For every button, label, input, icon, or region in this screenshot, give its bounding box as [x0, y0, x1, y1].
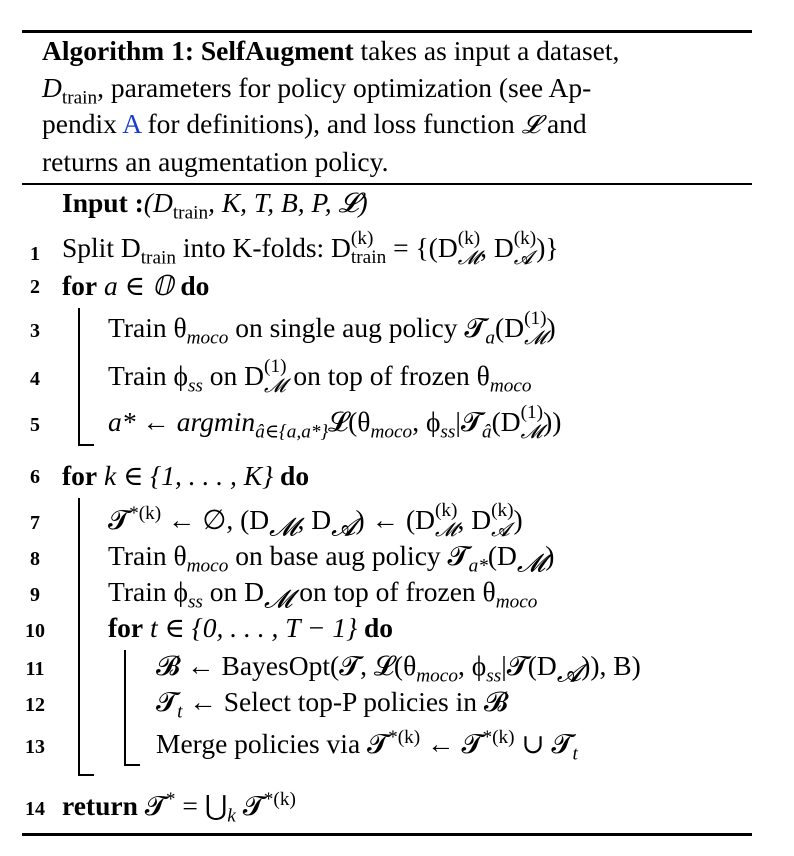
code-subscript: train [140, 247, 176, 269]
block-bar-end [124, 764, 140, 766]
code-text: )} [536, 232, 559, 263]
code-text: (D [487, 540, 517, 571]
code-text: on base aug policy 𝓣 [228, 540, 469, 571]
do-keyword: do [363, 612, 394, 643]
stack-sup: (k) [457, 228, 481, 250]
block-bar [124, 650, 126, 766]
return-keyword: return [62, 790, 138, 821]
code-subscript: ss [187, 591, 203, 613]
algorithm-label: Algorithm 1: [42, 35, 194, 66]
code-text: on single aug policy 𝓣 [228, 312, 486, 343]
stack-sub: 𝓐 [513, 245, 533, 269]
code-superscript: *(k) [482, 726, 515, 748]
input-args-rest: , K, T, B, P, 𝓛) [208, 187, 368, 218]
code-text: 𝓣 [235, 790, 264, 821]
dataset-subscript: train [61, 87, 98, 108]
code-text: |𝓣(D [501, 650, 557, 681]
code-text: 𝓣 [156, 686, 178, 717]
code-subscript: 𝓜 [516, 548, 546, 578]
stack-sub: train [350, 246, 387, 268]
code-text: = ⋃ [175, 790, 228, 821]
code-subscript: t [177, 701, 183, 723]
caption-text: returns an augmentation policy. [42, 145, 389, 177]
caption-text: for definitions), and loss function [140, 108, 522, 139]
code-text: on D [202, 360, 265, 391]
code-subscript: 𝓜 [264, 584, 293, 614]
block-bar-end [78, 444, 94, 446]
code-text: 𝓣 [137, 790, 166, 821]
line-number: 3 [30, 320, 40, 342]
code-text: |𝓣 [455, 406, 482, 437]
superscript-subscript-stack [524, 310, 546, 347]
caption-text: takes as input a dataset, [353, 35, 620, 66]
do-keyword: do [280, 460, 310, 491]
line-number: 14 [25, 798, 45, 820]
caption-text: , parameters for policy optimization (see Ap- [97, 71, 592, 103]
line-number: 2 [30, 276, 40, 298]
appendix-link[interactable]: A [122, 108, 141, 139]
code-text: t ∈ {0, . . . , T − 1} [143, 612, 364, 643]
code-subscript: a* [468, 555, 488, 577]
line-number: 5 [30, 414, 40, 436]
code-text: ) ← (D [355, 504, 435, 535]
code-superscript: *(k) [129, 502, 162, 524]
code-text: (D [491, 406, 521, 437]
block-bar-end [78, 774, 94, 776]
code-text: , D [457, 504, 492, 535]
code-text: 𝓑 ← BayesOpt(𝓣, 𝓛(θ [156, 650, 417, 681]
stack-sup: (1) [524, 308, 547, 330]
code-subscript: moco [186, 555, 229, 577]
code-text: on top of frozen θ [292, 576, 496, 607]
superscript-subscript-stack [514, 230, 536, 267]
stack-sub: 𝓜 [524, 325, 546, 349]
caption-rule [22, 183, 752, 185]
line-number: 7 [30, 512, 40, 534]
for-keyword: for [62, 270, 98, 301]
code-text: = {(D [386, 232, 458, 263]
algorithm-caption [42, 33, 742, 180]
code-text: )), B) [581, 650, 641, 681]
stack-sup: (k) [491, 500, 514, 522]
for-keyword: for [108, 612, 144, 643]
code-text: a ∈ 𝕆 [97, 270, 181, 301]
code-text: Train ϕ [108, 360, 188, 391]
superscript-subscript-stack [264, 358, 286, 395]
code-subscript: moco [489, 375, 532, 397]
code-text: (D [495, 312, 525, 343]
code-text: , D [297, 504, 332, 535]
stack-sub: 𝓜 [264, 373, 286, 397]
loss-symbol: 𝓛 [521, 110, 541, 139]
code-text: on top of frozen θ [286, 360, 490, 391]
code-superscript: *(k) [263, 788, 296, 810]
bottom-rule [22, 833, 752, 836]
code-subscript: 𝓐 [556, 658, 582, 688]
line-number: 9 [30, 584, 40, 606]
code-superscript: *(k) [388, 726, 421, 748]
code-text: , ϕ [457, 650, 487, 681]
code-text: , D [480, 232, 514, 263]
code-text: Split D [62, 232, 141, 263]
code-text: ) [513, 504, 523, 535]
code-subscript: moco [370, 421, 413, 443]
code-text: ← 𝓣 [420, 728, 483, 759]
code-text: Train θ [108, 540, 187, 571]
code-text: k ∈ {1, . . . , K} [97, 460, 281, 491]
input-keyword: Input : [62, 187, 144, 218]
code-subscript: moco [186, 327, 229, 349]
superscript-subscript-stack [491, 502, 513, 539]
stack-sub: 𝓐 [491, 517, 510, 541]
superscript-subscript-stack [458, 230, 480, 267]
code-subscript: 𝓜 [269, 512, 298, 542]
code-subscript: k [227, 805, 236, 827]
caption-text: and [540, 108, 587, 139]
code-text: Train θ [108, 312, 187, 343]
algorithm-name: SelfAugment [200, 35, 354, 66]
code-text: into K-folds: D [175, 232, 351, 263]
stack-sup: (k) [434, 500, 458, 522]
code-text: a* ← argmin [108, 406, 256, 437]
superscript-subscript-stack [521, 404, 543, 441]
stack-sup: (1) [264, 356, 287, 378]
block-bar [78, 308, 80, 446]
code-superscript: * [165, 788, 176, 810]
code-subscript: moco [416, 665, 458, 687]
code-text: ) [546, 312, 556, 343]
line-number: 11 [25, 658, 45, 680]
code-subscript: moco [495, 591, 538, 613]
code-text: ← ∅, (D [161, 504, 270, 535]
for-keyword: for [62, 460, 98, 491]
line-number: 13 [25, 736, 45, 758]
code-text: ) [545, 540, 555, 571]
code-subscript: ss [440, 421, 456, 443]
do-keyword: do [180, 270, 210, 301]
code-subscript: ss [187, 375, 203, 397]
block-bar [78, 498, 80, 776]
stack-sup: (k) [350, 228, 374, 250]
stack-sub: 𝓜 [520, 419, 543, 443]
code-subscript: â [481, 421, 492, 443]
superscript-subscript-stack [351, 230, 386, 267]
code-text: ∪ 𝓣 [514, 728, 573, 759]
code-text: 𝓛(θ [328, 406, 371, 437]
code-text: ← Select top-P policies in 𝓑 [182, 686, 509, 717]
line-number: 10 [25, 620, 45, 642]
code-subscript: a [485, 327, 496, 349]
code-subscript: t [572, 743, 578, 765]
caption-text: pendix [42, 108, 123, 139]
code-text: on D [202, 576, 265, 607]
code-text: 𝓣 [108, 504, 130, 535]
superscript-subscript-stack [435, 502, 457, 539]
line-number: 12 [25, 694, 45, 716]
line-number: 4 [30, 368, 40, 390]
code-text: Train ϕ [108, 576, 188, 607]
input-args: (D [143, 187, 173, 218]
stack-sub: 𝓜 [434, 517, 457, 541]
code-subscript: 𝓐 [331, 512, 356, 542]
code-text: Merge policies via 𝓣 [156, 728, 389, 759]
line-number: 1 [30, 243, 40, 265]
code-subscript: ss [486, 665, 502, 687]
line-number: 6 [30, 466, 40, 488]
code-text: , ϕ [412, 406, 441, 437]
code-subscript: â∈{a,a*} [255, 421, 329, 443]
stack-sup: (k) [513, 228, 537, 250]
dataset-symbol: D [42, 71, 62, 103]
input-subscript: train [172, 202, 209, 224]
stack-sup: (1) [520, 402, 544, 424]
code-text: )) [543, 406, 562, 437]
line-number: 8 [30, 548, 40, 570]
stack-sub: 𝓜 [457, 245, 480, 269]
